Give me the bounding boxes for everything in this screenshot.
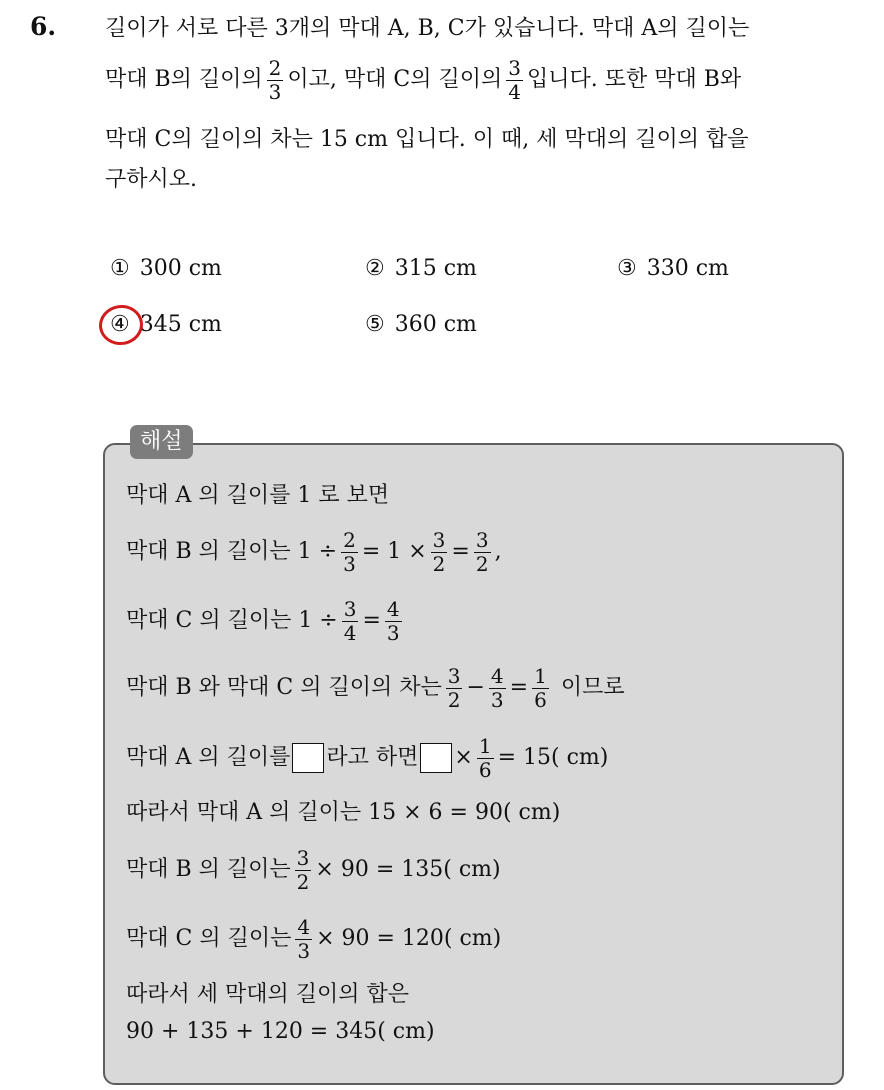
- answer-circle-mark: [96, 302, 145, 348]
- solution-text: ×: [454, 745, 473, 770]
- solution-text: 막대 B 의 길이는 1 ÷: [126, 539, 338, 564]
- solution-text: 막대 C 의 길이는 1 ÷: [126, 608, 338, 633]
- fraction-denominator: 6: [478, 757, 492, 782]
- choice-marker: ③: [617, 256, 637, 281]
- choice-3[interactable]: [617, 254, 729, 284]
- choice-marker: ⑤: [365, 312, 385, 337]
- fraction-numerator: 1: [534, 663, 547, 688]
- fraction: [474, 527, 491, 576]
- choice-1[interactable]: [110, 254, 222, 284]
- fraction-denominator: 3: [386, 620, 400, 645]
- fraction: [295, 845, 312, 894]
- question-number: 6.: [30, 12, 57, 41]
- fraction-numerator: 4: [490, 663, 504, 688]
- choice-label: 345 cm: [139, 312, 222, 337]
- solution-text: =: [509, 675, 529, 700]
- solution-line-5: [126, 731, 608, 785]
- choice-5[interactable]: [365, 310, 477, 340]
- solution-line-3: [126, 594, 406, 648]
- fraction-numerator: 4: [297, 914, 311, 939]
- fraction-denominator: 3: [490, 687, 504, 712]
- fraction-numerator: 3: [447, 663, 461, 688]
- fraction: [341, 527, 358, 576]
- fraction-numerator: 2: [268, 55, 282, 80]
- fraction: [532, 663, 549, 712]
- question-text: 막대 C의 길이의 차는 15 cm 입니다. 이 때, 세 막대의 길이의 합을: [105, 127, 749, 152]
- question-line-2: [105, 55, 742, 104]
- solution-text: = 1 ×: [361, 539, 427, 564]
- fraction: [385, 596, 402, 645]
- fraction-numerator: 3: [343, 596, 357, 621]
- solution-line-1: [126, 469, 389, 523]
- solution-text: 막대 B 와 막대 C 의 길이의 차는: [126, 675, 442, 700]
- fraction-denominator: 2: [432, 551, 446, 576]
- choice-marker: ④: [110, 312, 130, 337]
- solution-text: 막대 A 의 길이를 1 로 보면: [126, 483, 390, 508]
- solution-line-10: [126, 1005, 435, 1059]
- solution-text: 막대 B 의 길이는: [126, 857, 291, 882]
- question-text: 입니다. 또한 막대 B와: [526, 67, 742, 92]
- solution-line-4: [126, 661, 625, 715]
- fraction-numerator: 4: [386, 596, 400, 621]
- fraction-numerator: 2: [343, 527, 356, 552]
- solution-text: 라고 하면: [326, 745, 419, 770]
- fraction: [446, 663, 463, 712]
- solution-text: =: [451, 539, 470, 564]
- solution-text: 90 + 135 + 120 = 345( cm): [126, 1019, 435, 1044]
- choice-marker: ②: [365, 256, 385, 281]
- fraction: [489, 663, 506, 712]
- fraction-denominator: 4: [508, 79, 521, 104]
- choice-label: 330 cm: [646, 256, 729, 281]
- solution-line-2: [126, 525, 502, 579]
- question-text: 길이가 서로 다른 3개의 막대 A, B, C가 있습니다. 막대 A의 길이는: [105, 16, 750, 41]
- question-line-1: [105, 9, 749, 49]
- fraction-denominator: 2: [296, 869, 310, 894]
- fraction: [295, 914, 312, 963]
- solution-text: 이므로: [560, 675, 625, 700]
- fraction-denominator: 4: [343, 620, 357, 645]
- fraction-numerator: 1: [478, 733, 492, 758]
- solution-text: × 90 = 135( cm): [315, 857, 501, 882]
- fraction: [267, 55, 284, 104]
- fraction: [431, 527, 448, 576]
- solution-text: 따라서 막대 A 의 길이는 15 × 6 = 90( cm): [126, 800, 561, 825]
- choice-label: 360 cm: [394, 312, 477, 337]
- fraction-numerator: 3: [508, 55, 521, 80]
- fraction: [477, 733, 494, 782]
- choice-marker: ①: [110, 256, 130, 281]
- question-line-4: [105, 160, 197, 200]
- choice-label: 300 cm: [139, 256, 222, 281]
- fraction-denominator: 3: [343, 551, 356, 576]
- solution-text: 막대 A 의 길이를: [126, 745, 291, 770]
- blank-box: [292, 743, 324, 773]
- fraction: [342, 596, 359, 645]
- solution-text: = 15( cm): [497, 745, 609, 770]
- solution-line-6: [126, 786, 560, 840]
- solution-text: 따라서 세 막대의 길이의 합은: [126, 982, 409, 1007]
- choice-label: 315 cm: [394, 256, 477, 281]
- solution-text: =: [362, 608, 381, 633]
- solution-text: × 90 = 120( cm): [316, 926, 502, 951]
- solution-line-8: [126, 912, 501, 966]
- solution-text: −: [466, 675, 485, 700]
- fraction-denominator: 2: [475, 551, 489, 576]
- solution-line-7: [126, 843, 501, 897]
- blank-box: [420, 743, 452, 773]
- fraction-denominator: 2: [447, 687, 461, 712]
- fraction-numerator: 3: [432, 527, 446, 552]
- fraction-numerator: 3: [296, 845, 310, 870]
- choice-2[interactable]: [365, 254, 477, 284]
- question-text: 구하시오.: [105, 167, 198, 192]
- question-text: 이고, 막대 C의 길이의: [287, 67, 503, 92]
- fraction-denominator: 6: [534, 687, 547, 712]
- fraction: [506, 55, 523, 104]
- solution-text: 막대 C 의 길이는: [126, 926, 292, 951]
- solution-text: ,: [494, 539, 502, 564]
- solution-tag: 해설: [130, 425, 193, 459]
- question-line-3: [105, 120, 748, 160]
- question-text: 막대 B의 길이의: [105, 67, 263, 92]
- fraction-denominator: 3: [268, 79, 282, 104]
- fraction-numerator: 3: [475, 527, 489, 552]
- fraction-denominator: 3: [297, 938, 311, 963]
